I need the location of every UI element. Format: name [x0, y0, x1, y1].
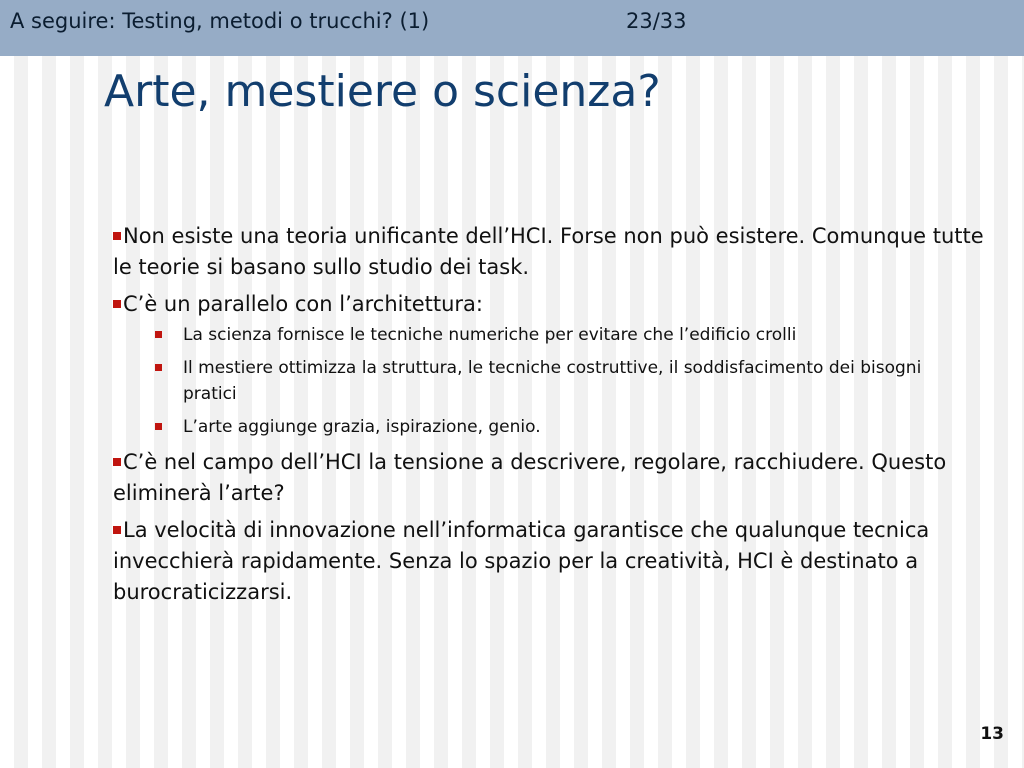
- slide-content: [113, 221, 993, 614]
- bullet-square-icon: [113, 300, 121, 308]
- page-number: 13: [980, 724, 1004, 744]
- bullet-list: [113, 221, 993, 608]
- sub-bullet-text: Il mestiere ottimizza la struttura, le tecniche costruttive, il soddisfacimento dei bisogni pratici: [183, 358, 922, 404]
- header-bar: [0, 0, 1024, 56]
- slide-title: Arte, mestiere o scienza?: [104, 66, 661, 117]
- header-page-count: 23/33: [626, 9, 687, 33]
- sub-bullet-text: L’arte aggiunge grazia, ispirazione, genio.: [183, 417, 541, 437]
- sub-bullet-item: [113, 322, 973, 348]
- bullet-text: Non esiste una teoria unificante dell’HCI. Forse non può esistere. Comunque tutte le teorie si basano sullo studio dei task.: [113, 224, 984, 279]
- bullet-square-icon: [113, 458, 121, 466]
- bullet-text: C’è un parallelo con l’architettura:: [123, 292, 484, 316]
- sub-bullet-text: La scienza fornisce le tecniche numeriche per evitare che l’edificio crolli: [183, 325, 797, 345]
- sub-bullet-square-icon: [155, 423, 162, 430]
- bullet-square-icon: [113, 526, 121, 534]
- bullet-text: La velocità di innovazione nell’informatica garantisce che qualunque tecnica invecchierà rapidamente. Senza lo spazio per la creatività, HCI è destinato a burocraticizzarsi.: [113, 518, 930, 604]
- sub-bullet-item: [113, 355, 973, 407]
- header-title: A seguire: Testing, metodi o trucchi? (1): [10, 9, 430, 33]
- bullet-item: [113, 515, 993, 608]
- bullet-item: [113, 289, 993, 440]
- bullet-square-icon: [113, 232, 121, 240]
- bullet-item: [113, 447, 993, 509]
- sub-bullet-item: [113, 414, 973, 440]
- sub-bullet-square-icon: [155, 364, 162, 371]
- sub-bullet-list: [113, 322, 993, 440]
- bullet-item: [113, 221, 993, 283]
- sub-bullet-square-icon: [155, 331, 162, 338]
- bullet-text: C’è nel campo dell’HCI la tensione a descrivere, regolare, racchiudere. Questo eliminerà l’arte?: [113, 450, 947, 505]
